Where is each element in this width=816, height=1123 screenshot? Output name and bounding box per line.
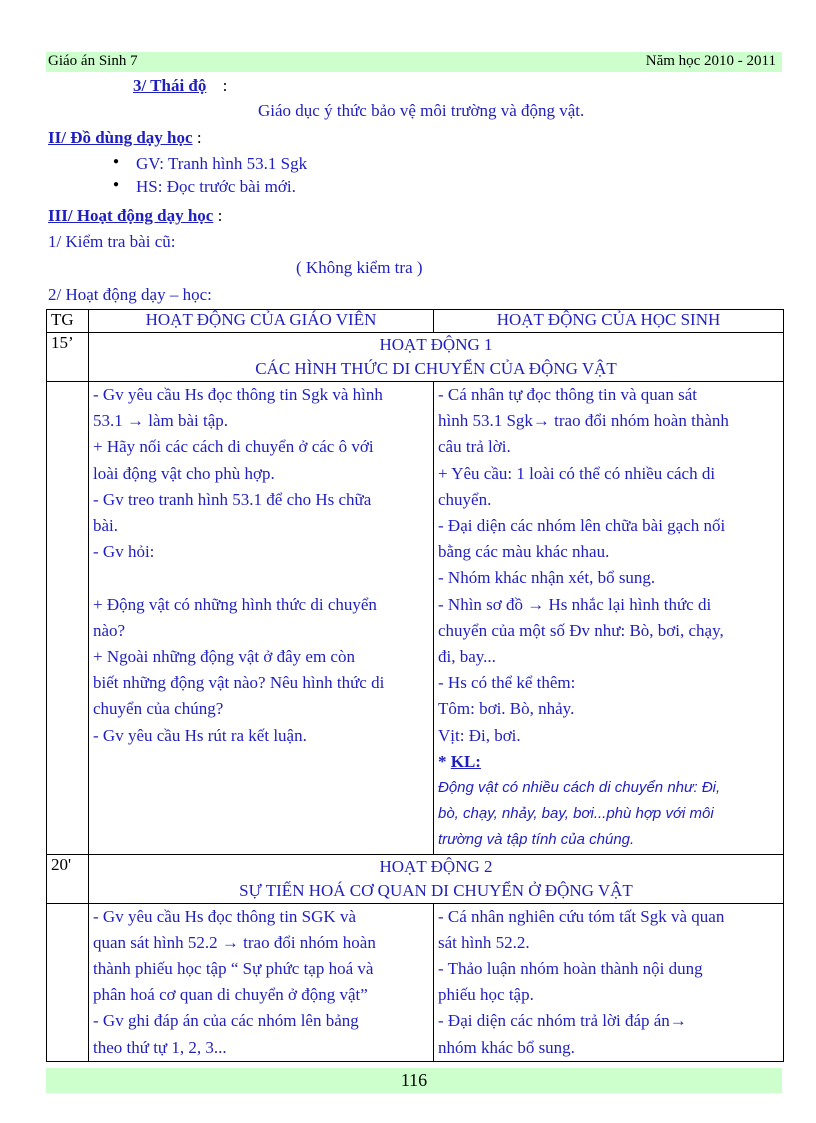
activity1-time: 15’ [47, 333, 89, 382]
table-cell-line: + Động vật có những hình thức di chuyển [93, 594, 377, 614]
table-cell-line: chuyển. [438, 489, 492, 509]
check-old-lesson: 1/ Kiểm tra bài cũ: [48, 232, 176, 251]
header-time: TG [47, 310, 89, 333]
table-cell-line: - Nhóm khác nhận xét, bổ sung. [438, 568, 656, 588]
table-cell-line: - Gv yêu cầu Hs rút ra kết luận. [93, 725, 307, 745]
list-item: ● GV: Tranh hình 53.1 Sgk [113, 154, 307, 177]
activity1-title-line1: HOẠT ĐỘNG 1 [379, 335, 493, 354]
activity2-student-cell [434, 903, 784, 1061]
table-cell-line: phiếu học tập. [438, 985, 534, 1005]
header-bar [46, 52, 782, 72]
header-student: HOẠT ĐỘNG CỦA HỌC SINH [434, 310, 784, 333]
activity1-title-row [47, 333, 784, 382]
conclusion-label-text: KL: [450, 751, 481, 771]
table-cell-line: biết những động vật nào? Nêu hình thức di [93, 673, 385, 693]
activity1-student-cell [434, 382, 784, 855]
no-check-note: ( Không kiểm tra ) [296, 258, 423, 277]
lesson-table [46, 309, 784, 1062]
table-cell-line: sát hình 52.2. [438, 932, 530, 952]
table-cell-line: bài. [93, 516, 119, 536]
table-cell-line: chuyển của chúng? [93, 699, 224, 719]
list-item: ● HS: Đọc trước bài mới. [113, 177, 307, 200]
attitude-text: Giáo dục ý thức bảo vệ môi trường và động vật. [258, 101, 585, 120]
table-cell-line: câu trả lời. [438, 437, 511, 457]
activities-title: III/ Hoạt động dạy học [48, 206, 214, 225]
materials-title: II/ Đồ dùng dạy học [48, 128, 193, 147]
table-cell-line: - Thảo luận nhóm hoàn thành nội dung [438, 959, 703, 979]
table-cell-line: - Đại diện các nhóm lên chữa bài gạch nối [438, 516, 726, 536]
table-cell-line: - Cá nhân nghiên cứu tóm tất Sgk và quan [438, 906, 725, 926]
teaching-activities-label: 2/ Hoạt động dạy – học: [48, 285, 212, 304]
activity1-content-row [47, 382, 784, 855]
header-teacher: HOẠT ĐỘNG CỦA GIÁO VIÊN [89, 310, 434, 333]
table-cell-line: nào? [93, 620, 126, 640]
activity2-title-row [47, 854, 784, 903]
table-cell-line: - Gv yêu cầu Hs đọc thông tin Sgk và hình [93, 385, 383, 404]
activity2-title-line1: HOẠT ĐỘNG 2 [379, 856, 493, 876]
attitude-colon: : [222, 76, 228, 95]
conclusion-line: bò, chạy, nhảy, bay, bơi...phù hợp với môi [438, 805, 714, 823]
materials-colon: : [196, 128, 202, 147]
activity1-teacher-cell [89, 382, 434, 855]
table-cell-line: - Gv ghi đáp án của các nhóm lên bảng [93, 1011, 359, 1031]
table-cell-line: Vịt: Đi, bơi. [438, 725, 521, 745]
table-cell-line: - Nhìn sơ đồ → Hs nhắc lại hình thức di [438, 594, 712, 614]
table-cell-line: + Yêu cầu: 1 loài có thể có nhiều cách di [438, 463, 716, 483]
table-cell-line: đi, bay... [438, 647, 496, 667]
activity1-time-empty [47, 382, 89, 855]
table-cell-line: theo thứ tự 1, 2, 3... [93, 1037, 227, 1057]
header-school-year: Năm học 2010 - 2011 [645, 53, 776, 69]
activity2-title-line2: SỰ TIẾN HOÁ CƠ QUAN DI CHUYỂN Ở ĐỘNG VẬT [239, 880, 633, 900]
table-cell-line: 53.1 → làm bài tập. [93, 411, 229, 431]
materials-heading [48, 128, 202, 148]
activity1-title [89, 333, 784, 382]
table-cell-line: Tôm: bơi. Bò, nhảy. [438, 699, 575, 719]
table-cell-line: - Hs có thể kể thêm: [438, 673, 576, 693]
activity2-time: 20' [47, 854, 89, 903]
table-cell-line: - Đại diện các nhóm trả lời đáp án→ [438, 1011, 687, 1031]
activity2-teacher-cell [89, 903, 434, 1061]
table-cell-line: phân hoá cơ quan di chuyển ở động vật” [93, 985, 368, 1005]
activity1-title-line2: CÁC HÌNH THỨC DI CHUYỂN CỦA ĐỘNG VẬT [255, 359, 617, 378]
table-cell-line: - Gv treo tranh hình 53.1 để cho Hs chữa [93, 489, 372, 509]
attitude-title: 3/ Thái độ [133, 76, 207, 95]
activity2-title [89, 854, 784, 903]
table-cell-line: quan sát hình 52.2 → trao đổi nhóm hoàn [93, 932, 376, 952]
conclusion-line: Động vật có nhiều cách di chuyển như: Đi, [438, 779, 721, 797]
activities-heading [48, 206, 222, 226]
table-cell-line: bằng các màu khác nhau. [438, 542, 610, 562]
table-cell-line: loài động vật cho phù hợp. [93, 463, 275, 483]
conclusion-label [438, 749, 779, 775]
table-cell-line [93, 565, 429, 591]
table-cell-line: thành phiếu học tập “ Sự phức tạp hoá và [93, 959, 374, 979]
table-cell-line: + Hãy nối các cách di chuyển ở các ô với [93, 437, 374, 457]
table-cell-line: chuyển của một số Đv như: Bò, bơi, chạy, [438, 620, 724, 640]
table-cell-line: - Gv yêu cầu Hs đọc thông tin SGK và [93, 906, 356, 926]
header-subject: Giáo án Sinh 7 [48, 53, 138, 69]
activity2-time-empty [47, 903, 89, 1061]
conclusion-star: * [438, 751, 451, 771]
attitude-heading [133, 76, 227, 96]
table-cell-line: - Cá nhân tự đọc thông tin và quan sát [438, 385, 697, 404]
activity2-content-row [47, 903, 784, 1061]
table-cell-line: hình 53.1 Sgk→ trao đổi nhóm hoàn thành [438, 411, 729, 431]
conclusion-line: trường và tập tính của chúng. [438, 831, 635, 849]
table-header-row [47, 310, 784, 333]
table-cell-line: nhóm khác bổ sung. [438, 1037, 575, 1057]
activities-colon: : [217, 206, 223, 225]
table-cell-line: + Ngoài những động vật ở đây em còn [93, 647, 355, 667]
materials-list [113, 154, 307, 200]
table-cell-line: - Gv hỏi: [93, 542, 155, 562]
footer-page-number: 116 [46, 1068, 782, 1093]
